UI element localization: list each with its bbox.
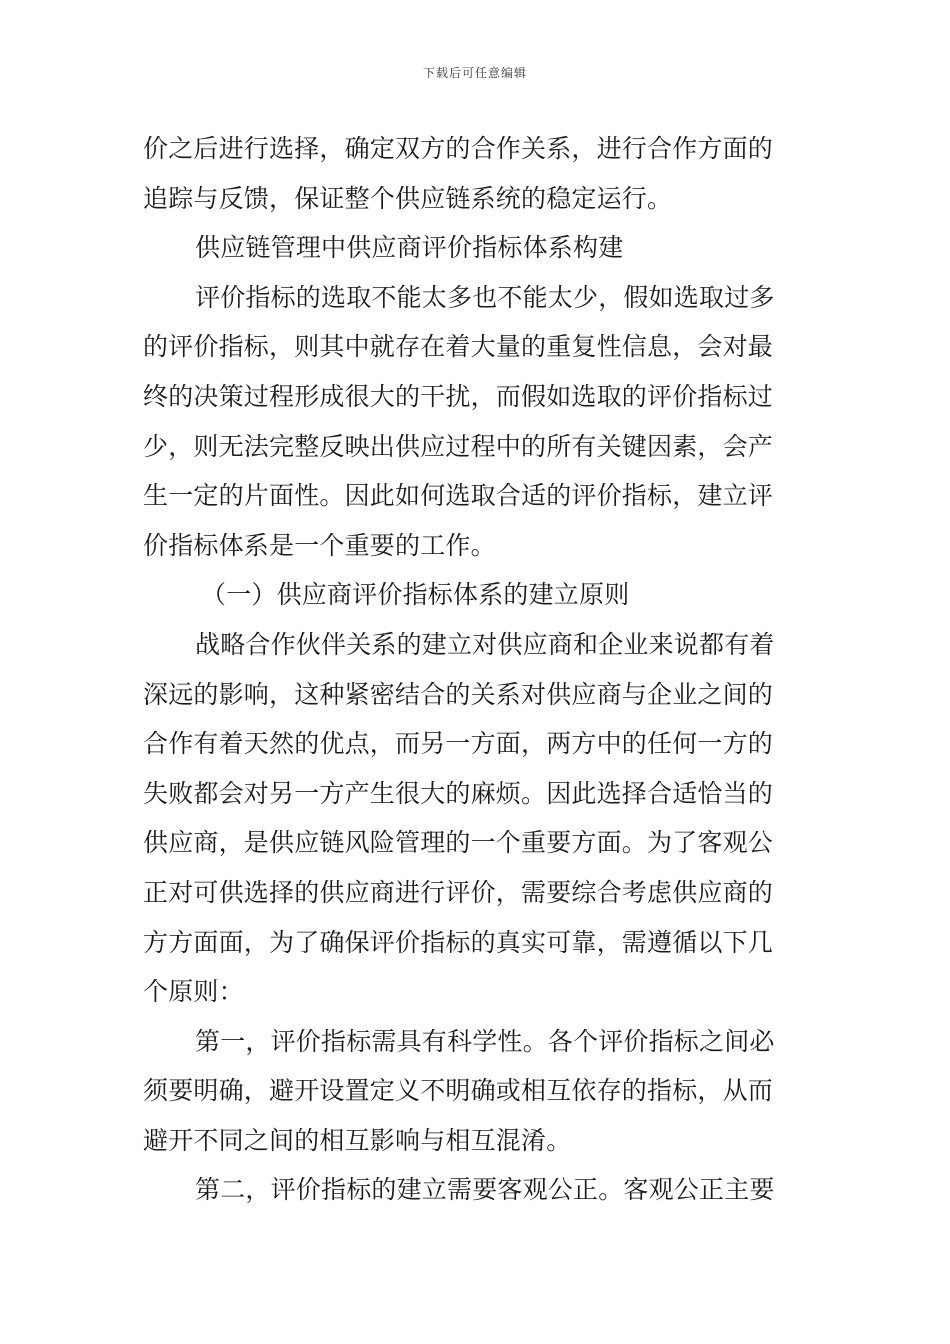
paragraph-line: 正对可供选择的供应商进行评价，需要综合考虑供应商的 bbox=[143, 877, 774, 907]
paragraph-line: 深远的影响，这种紧密结合的关系对供应商与企业之间的 bbox=[143, 679, 774, 709]
paragraph-line: 的评价指标，则其中就存在着大量的重复性信息，会对最 bbox=[143, 332, 774, 362]
paragraph-line: 少，则无法完整反映出供应过程中的所有关键因素，会产 bbox=[143, 431, 774, 461]
paragraph-line: 个原则： bbox=[143, 977, 244, 1007]
paragraph-line: 评价指标的选取不能太多也不能太少，假如选取过多 bbox=[195, 282, 775, 312]
page-header: 下载后可任意编辑 bbox=[422, 66, 527, 80]
paragraph-line: 供应商，是供应链风险管理的一个重要方面。为了客观公 bbox=[143, 828, 774, 858]
paragraph-line: 第二，评价指标的建立需要客观公正。客观公正主要 bbox=[195, 1175, 775, 1205]
paragraph-line: 战略合作伙伴关系的建立对供应商和企业来说都有着 bbox=[195, 629, 775, 659]
paragraph-line: 价之后进行选择，确定双方的合作关系，进行合作方面的 bbox=[143, 134, 774, 163]
paragraph-line: 生一定的片面性。因此如何选取合适的评价指标，建立评 bbox=[143, 481, 774, 511]
subsection-heading: （一）供应商评价指标体系的建立原则 bbox=[201, 580, 630, 610]
paragraph-line: 方方面面，为了确保评价指标的真实可靠，需遵循以下几 bbox=[143, 927, 774, 957]
paragraph-line: 失败都会对另一方产生很大的麻烦。因此选择合适恰当的 bbox=[143, 778, 774, 808]
paragraph-line: 追踪与反馈，保证整个供应链系统的稳定运行。 bbox=[143, 183, 673, 213]
paragraph-line: 须要明确，避开设置定义不明确或相互依存的指标，从而 bbox=[143, 1076, 774, 1106]
section-heading: 供应链管理中供应商评价指标体系构建 bbox=[195, 233, 624, 263]
paragraph-line: 合作有着天然的优点，而另一方面，两方中的任何一方的 bbox=[143, 729, 774, 759]
paragraph-line: 终的决策过程形成很大的干扰，而假如选取的评价指标过 bbox=[143, 381, 774, 411]
paragraph-line: 避开不同之间的相互影响与相互混淆。 bbox=[143, 1125, 572, 1155]
paragraph-line: 价指标体系是一个重要的工作。 bbox=[143, 530, 496, 560]
document-body bbox=[143, 124, 791, 1215]
paragraph-line: 第一，评价指标需具有科学性。各个评价指标之间必 bbox=[195, 1026, 775, 1056]
